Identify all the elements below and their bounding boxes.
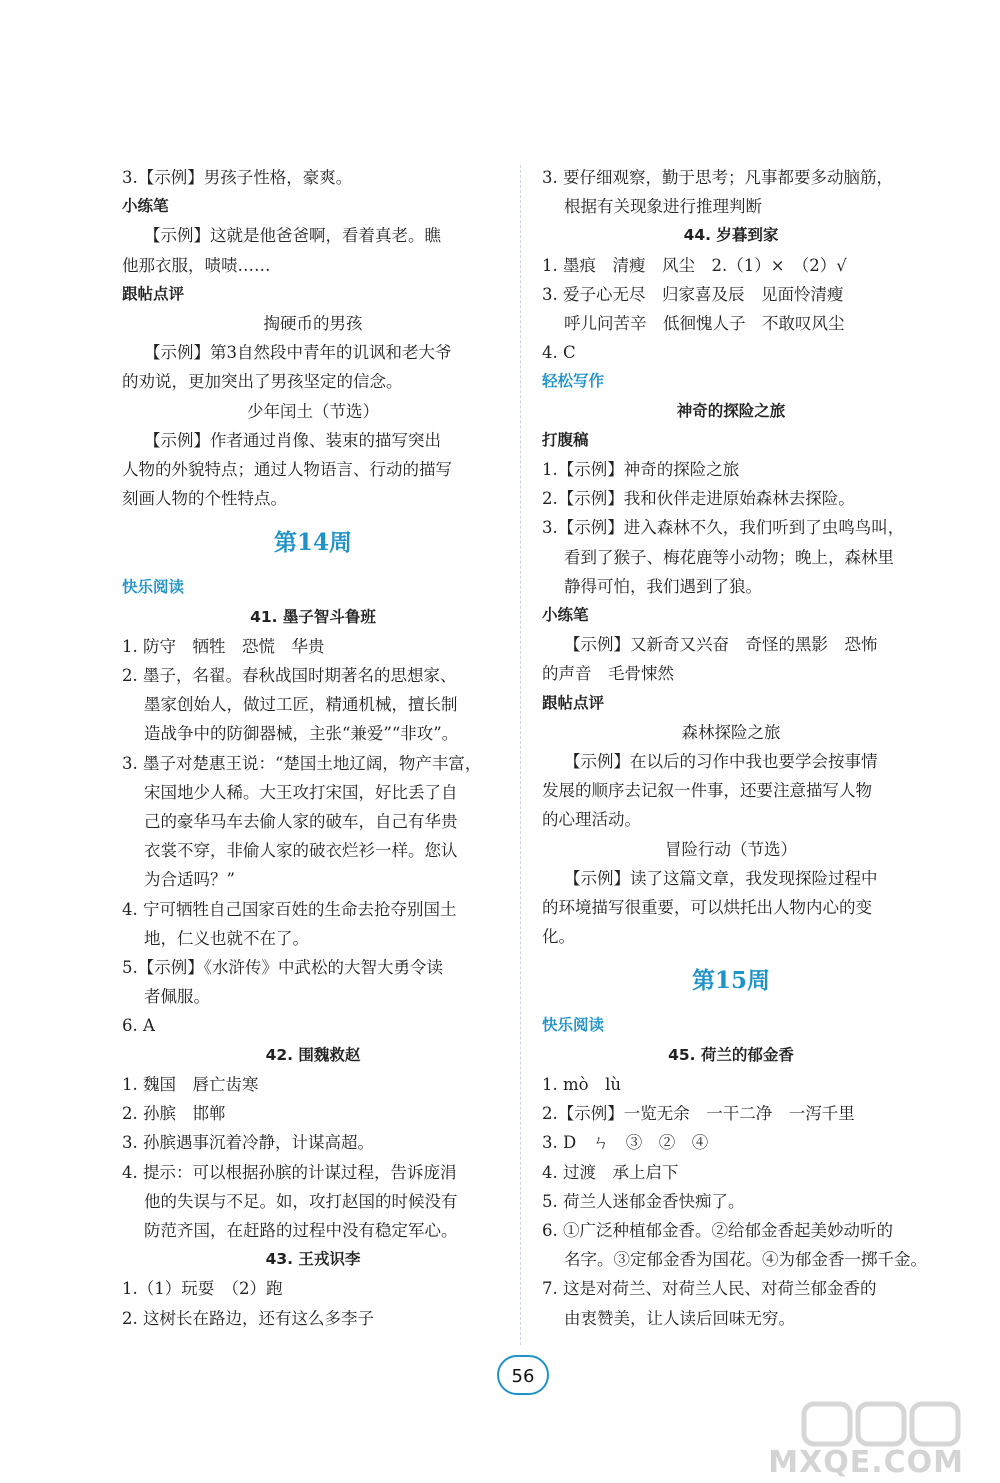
left-column xyxy=(122,163,504,1333)
answer-line: 的心理活动。 xyxy=(542,810,641,830)
answer-line: 的环境描写很重要，可以烘托出人物内心的变 xyxy=(542,898,872,918)
answer-line: 由衷赞美，让人读后回味无穷。 xyxy=(564,1308,795,1328)
answer-line: 【示例】作者通过肖像、装束的描写突出 xyxy=(144,430,441,450)
answer-line: 2. 孙膑 邯郸 xyxy=(122,1104,226,1124)
answer-line: 4. 过渡 承上启下 xyxy=(542,1162,679,1182)
answer-line: 1. 墨痕 清瘦 风尘 2.（1）× （2）√ xyxy=(542,255,847,275)
lesson-title: 41. 墨子智斗鲁班 xyxy=(250,607,376,626)
lesson-title: 42. 围魏救赵 xyxy=(265,1045,361,1064)
answer-line: 地，仁义也就不在了。 xyxy=(144,928,309,948)
article-title: 冒险行动（节选） xyxy=(665,839,797,859)
answer-line: 【示例】又新奇又兴奋 奇怪的黑影 恐怖 xyxy=(564,635,878,655)
right-column xyxy=(542,163,927,1333)
answer-line: 的劝说，更加突出了男孩坚定的信念。 xyxy=(122,372,403,392)
answer-line: 呼儿问苦辛 低徊愧人子 不敢叹风尘 xyxy=(564,314,845,334)
answer-line: 6. A xyxy=(122,1016,155,1036)
section-heading: 轻松写作 xyxy=(542,372,605,391)
section-heading: 快乐阅读 xyxy=(122,578,185,597)
answer-line: 【示例】这就是他爸爸啊，看着真老。瞧 xyxy=(144,226,441,246)
answer-line: 【示例】第3自然段中青年的讥讽和老大爷 xyxy=(144,343,452,363)
article-title: 掏硬币的男孩 xyxy=(263,314,363,334)
answer-line: 5. 荷兰人迷郁金香快痴了。 xyxy=(542,1191,745,1211)
answer-line: 人物的外貌特点；通过人物语言、行动的描写 xyxy=(122,460,452,480)
answer-line: 1.【示例】神奇的探险之旅 xyxy=(542,460,740,480)
answer-line: 静得可怕，我们遇到了狼。 xyxy=(564,576,762,596)
subsection-heading: 跟帖点评 xyxy=(542,693,605,712)
answer-line: 1. 防守 牺牲 恐慌 华贵 xyxy=(122,636,325,656)
answer-line: 2.【示例】我和伙伴走进原始森林去探险。 xyxy=(542,489,855,509)
answer-line: 为合适吗？” xyxy=(144,870,235,890)
lesson-title: 神奇的探险之旅 xyxy=(676,401,786,420)
answer-line: 造战争中的防御器械，主张“兼爱”“非攻”。 xyxy=(144,724,459,744)
subsection-heading: 小练笔 xyxy=(122,197,169,216)
answer-line: 4. C xyxy=(542,343,576,363)
answer-line: 看到了猴子、梅花鹿等小动物；晚上，森林里 xyxy=(564,547,894,567)
article-title: 少年闰土（节选） xyxy=(247,401,379,421)
section-heading: 快乐阅读 xyxy=(542,1016,605,1035)
answer-line: 3.【示例】男孩子性格，豪爽。 xyxy=(122,168,353,187)
subsection-heading: 跟帖点评 xyxy=(122,284,185,303)
answer-line: 3. D ㄣ ③ ② ④ xyxy=(542,1133,709,1153)
answer-line: 他那衣服，啧啧…… xyxy=(122,255,271,275)
answer-line: 己的豪华马车去偷人家的破车，自己有华贵 xyxy=(144,812,458,832)
answer-line: 3.【示例】进入森林不久，我们听到了虫鸣鸟叫， xyxy=(542,518,905,538)
answer-line: 5.【示例】《水浒传》中武松的大智大勇令读 xyxy=(122,958,443,978)
answer-line: 者佩服。 xyxy=(144,987,210,1007)
answer-line: 4. 宁可牺牲自己国家百姓的生命去抢夺别国土 xyxy=(122,899,457,919)
answer-line: 3. 要仔细观察，勤于思考；凡事都要多动脑筋， xyxy=(542,168,893,187)
answer-line: 1. mò lù xyxy=(542,1074,621,1094)
lesson-title: 45. 荷兰的郁金香 xyxy=(668,1045,794,1064)
answer-line: 他的失误与不足。如，攻打赵国的时候没有 xyxy=(144,1191,458,1211)
page-number: 56 xyxy=(497,1355,549,1395)
answer-line: 2. 墨子，名翟。春秋战国时期著名的思想家、 xyxy=(122,666,457,686)
week-heading: 第15周 xyxy=(691,967,770,995)
answer-line: 墨家创始人，做过工匠，精通机械，擅长制 xyxy=(144,695,458,715)
answer-line: 3. 爱子心无尽 归家喜及辰 见面怜清瘦 xyxy=(542,284,844,304)
subsection-heading: 打腹稿 xyxy=(542,430,589,449)
answer-line: 化。 xyxy=(542,927,575,947)
answer-line: 【示例】在以后的习作中我也要学会按事情 xyxy=(564,752,878,772)
column-divider xyxy=(520,165,521,1345)
lesson-title: 44. 岁暮到家 xyxy=(683,226,779,245)
answer-line: 名字。③定郁金香为国花。④为郁金香一掷千金。 xyxy=(564,1250,927,1270)
answer-line: 的声音 毛骨悚然 xyxy=(542,664,674,684)
subsection-heading: 小练笔 xyxy=(542,606,589,625)
answer-line: 发展的顺序去记叙一件事，还要注意描写人物 xyxy=(542,781,872,801)
answer-line: 根据有关现象进行推理判断 xyxy=(564,197,762,217)
answer-line: 刻画人物的个性特点。 xyxy=(122,489,287,509)
lesson-title: 43. 王戎识李 xyxy=(265,1250,361,1269)
answer-line: 7. 这是对荷兰、对荷兰人民、对荷兰郁金香的 xyxy=(542,1279,877,1299)
answer-line: 衣裳不穿，非偷人家的破衣烂衫一样。您认 xyxy=(144,841,458,861)
answer-line: 2.【示例】一览无余 一干二净 一泻千里 xyxy=(542,1104,855,1124)
answer-line: 3. 孙膑遇事沉着冷静，计谋高超。 xyxy=(122,1133,374,1153)
answer-line: 6. ①广泛种植郁金香。②给郁金香起美妙动听的 xyxy=(542,1220,893,1240)
answer-line: 1.（1）玩耍 （2）跑 xyxy=(122,1279,283,1299)
answer-line: 防范齐国，在赶路的过程中没有稳定军心。 xyxy=(144,1220,458,1240)
answer-line: 1. 魏国 唇亡齿寒 xyxy=(122,1074,259,1094)
watermark-text: MXQE.COM xyxy=(768,1445,964,1480)
answer-line: 3. 墨子对楚惠王说：“楚国土地辽阔，物产丰富， xyxy=(122,753,482,773)
answer-line: 2. 这树长在路边，还有这么多李子 xyxy=(122,1308,374,1328)
article-title: 森林探险之旅 xyxy=(681,722,781,742)
week-heading: 第14周 xyxy=(273,529,352,557)
answer-line: 【示例】读了这篇文章，我发现探险过程中 xyxy=(564,868,878,888)
answer-line: 4. 提示：可以根据孙膑的计谋过程，告诉庞涓 xyxy=(122,1162,457,1182)
answer-line: 宋国地少人稀。大王攻打宋国，好比丢了自 xyxy=(144,782,458,802)
